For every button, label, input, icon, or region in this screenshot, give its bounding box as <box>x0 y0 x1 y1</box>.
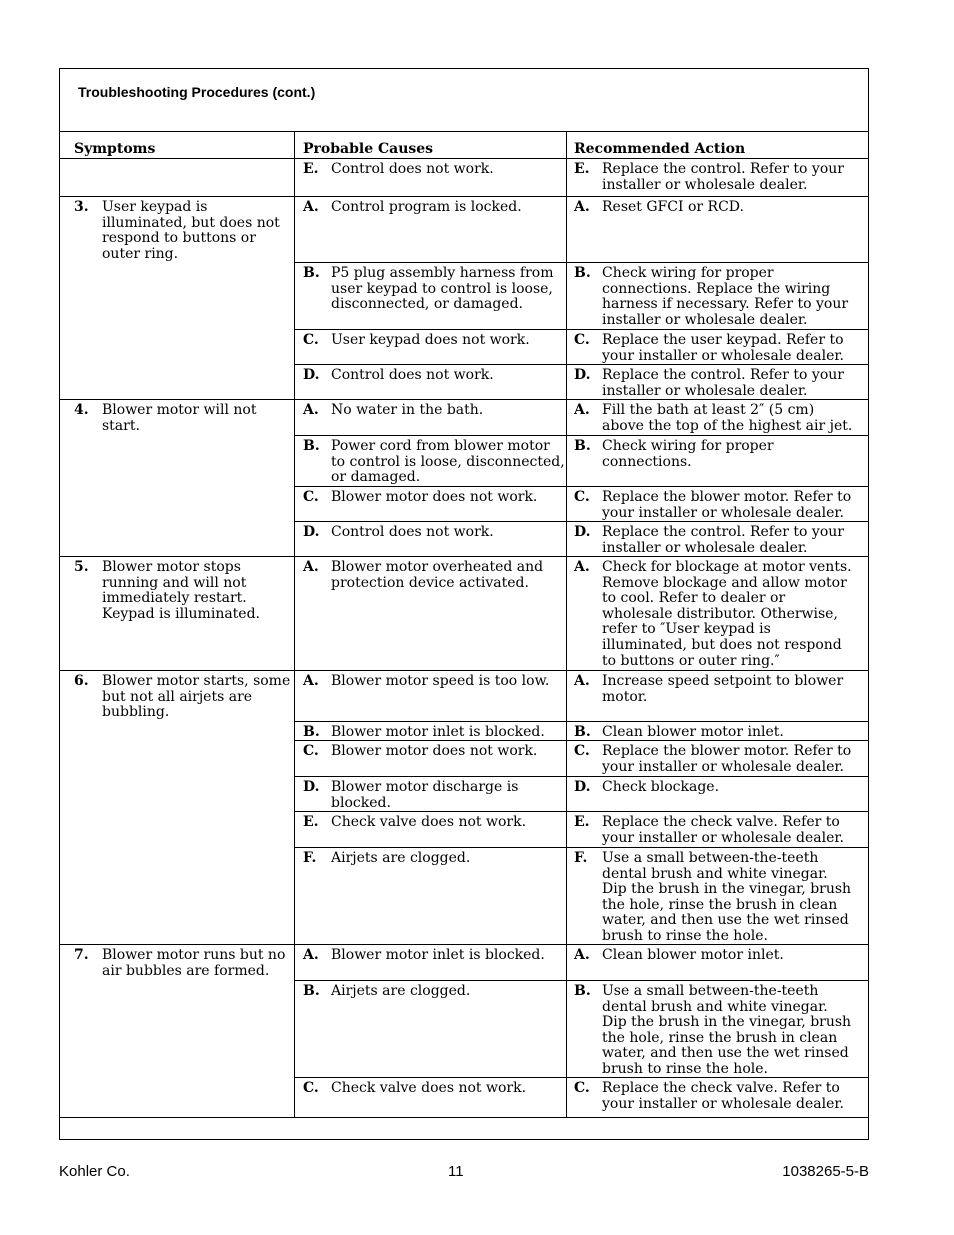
row-rule <box>294 721 869 722</box>
header-rule <box>59 158 869 159</box>
action-text-line: Fill the bath at least 2″ (5 cm) <box>602 402 815 418</box>
symptom-text-line: Blower motor runs but no <box>102 947 286 963</box>
cause-text-line: Control does not work. <box>331 367 494 383</box>
action-label: C. <box>574 743 590 759</box>
action-label: C. <box>574 489 590 505</box>
action-label: D. <box>574 524 591 540</box>
cause-text <box>331 403 483 419</box>
action-text-line: installer or wholesale dealer. <box>602 311 808 328</box>
action-text-line: Clean blower motor inlet. <box>602 947 784 963</box>
action-text <box>602 744 851 775</box>
cause-text-line: No water in the bath. <box>331 402 484 418</box>
cause-text-line: User keypad does not work. <box>331 332 530 348</box>
action-label: C. <box>574 1080 590 1096</box>
action-text-line: your installer or wholesale dealer. <box>602 1095 844 1112</box>
cause-text <box>331 780 518 811</box>
cause-text <box>331 333 530 349</box>
action-label: A. <box>574 402 590 418</box>
action-text <box>602 780 719 796</box>
symptom-text-line: running and will not <box>102 574 247 591</box>
cause-text <box>331 368 494 384</box>
action-label: A. <box>574 947 590 963</box>
action-text-line: Clean blower motor inlet. <box>602 724 784 740</box>
cause-label: A. <box>303 947 319 963</box>
symptom-text-line: air bubbles are formed. <box>102 962 270 979</box>
cause-text <box>331 744 537 760</box>
cause-text <box>331 266 553 313</box>
action-label: C. <box>574 332 590 348</box>
symptom-number: 5. <box>74 559 89 575</box>
cause-text-line: Blower motor overheated and <box>331 559 544 575</box>
action-text-line: Use a small between-the-teeth <box>602 983 819 999</box>
symptom-text-line: Blower motor starts, some <box>102 673 291 689</box>
cause-text <box>331 815 526 831</box>
cause-label: B. <box>303 983 320 999</box>
action-text-line: installer or wholesale dealer. <box>602 176 808 193</box>
cause-text-line: Power cord from blower motor <box>331 438 550 454</box>
cause-label: B. <box>303 265 320 281</box>
action-label: A. <box>574 673 590 689</box>
cause-text-line: Airjets are clogged. <box>331 983 471 999</box>
action-text-line: Replace the control. Refer to your <box>602 161 844 177</box>
action-text-line: the hole, rinse the brush in clean <box>602 1029 838 1046</box>
symptom-number: 6. <box>74 673 89 689</box>
table-top-rule <box>59 131 869 132</box>
action-text-line: water, and then use the wet rinsed <box>602 1045 849 1062</box>
cause-text-line: Control does not work. <box>331 161 494 177</box>
action-label: E. <box>574 814 590 830</box>
section-heading: Troubleshooting Procedures (cont.) <box>78 84 316 100</box>
cause-text-line: Check valve does not work. <box>331 1080 527 1096</box>
action-text-line: connections. Replace the wiring <box>602 280 831 297</box>
symptom-text <box>102 560 260 622</box>
action-text <box>602 368 844 399</box>
action-text-line: Replace the user keypad. Refer to <box>602 332 844 348</box>
action-text-line: your installer or wholesale dealer. <box>602 504 844 521</box>
action-text-line: Dip the brush in the vinegar, brush <box>602 881 852 898</box>
cause-label: D. <box>303 779 320 795</box>
action-text <box>602 1081 844 1112</box>
symptom-text-line: start. <box>102 417 140 434</box>
action-label: A. <box>574 199 590 215</box>
cause-text <box>331 439 565 486</box>
action-text <box>602 674 843 705</box>
cause-label: C. <box>303 743 319 759</box>
column-header-actions: Recommended Action <box>574 141 746 157</box>
action-text-line: Replace the blower motor. Refer to <box>602 743 852 759</box>
cause-label: B. <box>303 724 320 740</box>
action-text <box>602 525 844 556</box>
action-label: B. <box>574 983 591 999</box>
symptom-text-line: illuminated, but does not <box>102 214 280 231</box>
symptom-text-line: but not all airjets are <box>102 688 253 705</box>
cause-text-line: or damaged. <box>331 469 421 486</box>
cause-text-line: Airjets are clogged. <box>331 850 471 866</box>
cause-label: C. <box>303 489 319 505</box>
cause-text <box>331 1081 526 1097</box>
action-text-line: Reset GFCI or RCD. <box>602 199 744 215</box>
cause-label: B. <box>303 438 320 454</box>
action-text-line: connections. <box>602 453 692 470</box>
action-text <box>602 266 848 328</box>
cause-text-line: Blower motor discharge is <box>331 779 519 795</box>
column-header-causes: Probable Causes <box>303 141 434 157</box>
action-label: B. <box>574 724 591 740</box>
cause-text-line: Blower motor does not work. <box>331 489 538 505</box>
action-text-line: Check wiring for proper <box>602 265 774 281</box>
symptom-text-line: bubbling. <box>102 704 170 721</box>
row-rule <box>59 196 869 197</box>
action-text-line: Check for blockage at motor vents. <box>602 559 852 575</box>
cause-text <box>331 674 549 690</box>
action-text-line: the hole, rinse the brush in clean <box>602 896 838 913</box>
action-text <box>602 815 844 846</box>
cause-text-line: Blower motor inlet is blocked. <box>331 947 545 963</box>
symptom-text <box>102 200 280 262</box>
action-text-line: your installer or wholesale dealer. <box>602 347 844 364</box>
symptom-text <box>102 403 256 434</box>
action-text <box>602 725 784 741</box>
cause-label: E. <box>303 814 319 830</box>
cause-text-line: user keypad to control is loose, <box>331 280 553 297</box>
action-text-line: Replace the blower motor. Refer to <box>602 489 852 505</box>
action-label: F. <box>574 850 588 866</box>
action-text <box>602 948 784 964</box>
action-text-line: your installer or wholesale dealer. <box>602 829 844 846</box>
cause-text-line: Control program is locked. <box>331 199 522 215</box>
cause-text-line: disconnected, or damaged. <box>331 296 523 313</box>
action-text-line: Replace the check valve. Refer to <box>602 1080 840 1096</box>
symptom-number: 3. <box>74 199 89 215</box>
action-text-line: brush to rinse the hole. <box>602 1060 768 1077</box>
cause-text-line: Control does not work. <box>331 524 494 540</box>
action-text-line: water, and then use the wet rinsed <box>602 912 849 929</box>
cause-text-line: Blower motor inlet is blocked. <box>331 724 545 740</box>
cause-label: C. <box>303 1080 319 1096</box>
action-label: B. <box>574 265 591 281</box>
symptom-text-line: respond to buttons or <box>102 230 256 247</box>
cause-text-line: Check valve does not work. <box>331 814 527 830</box>
row-rule <box>294 262 869 263</box>
action-text-line: dental brush and white vinegar. <box>602 998 828 1015</box>
action-text-line: illuminated, but does not respond <box>602 636 842 653</box>
action-text-line: Remove blockage and allow motor <box>602 574 847 591</box>
cause-label: A. <box>303 559 319 575</box>
action-text-line: wholesale distributor. Otherwise, <box>602 605 838 622</box>
cause-text-line: P5 plug assembly harness from <box>331 265 554 281</box>
cause-label: E. <box>303 161 319 177</box>
row-rule <box>294 847 869 848</box>
action-text <box>602 851 851 945</box>
symptom-text <box>102 948 285 979</box>
action-label: D. <box>574 779 591 795</box>
cause-text-line: to control is loose, disconnected, <box>331 453 565 470</box>
cause-label: D. <box>303 367 320 383</box>
cause-label: A. <box>303 673 319 689</box>
action-text-line: Use a small between-the-teeth <box>602 850 819 866</box>
action-text <box>602 162 844 193</box>
action-text-line: Replace the check valve. Refer to <box>602 814 840 830</box>
cause-text-line: blocked. <box>331 794 391 811</box>
action-text <box>602 200 744 216</box>
row-rule <box>59 670 869 671</box>
symptom-text-line: Blower motor stops <box>102 559 241 575</box>
table-bottom-rule <box>59 1117 869 1118</box>
action-text-line: Replace the control. Refer to your <box>602 367 844 383</box>
action-text-line: Replace the control. Refer to your <box>602 524 844 540</box>
footer-doc-number: 1038265-5-B <box>782 1163 869 1180</box>
symptom-text <box>102 674 290 721</box>
symptom-number: 7. <box>74 947 89 963</box>
action-text <box>602 439 774 470</box>
symptom-text-line: immediately restart. <box>102 590 247 607</box>
cause-text-line: protection device activated. <box>331 574 529 591</box>
cause-label: A. <box>303 199 319 215</box>
action-label: B. <box>574 438 591 454</box>
row-rule <box>294 329 869 330</box>
action-label: A. <box>574 559 590 575</box>
cause-label: C. <box>303 332 319 348</box>
row-rule <box>294 980 869 981</box>
symptom-text-line: User keypad is <box>102 199 208 215</box>
action-text-line: Check wiring for proper <box>602 438 774 454</box>
action-text-line: Check blockage. <box>602 779 720 795</box>
action-text <box>602 560 852 669</box>
cause-label: D. <box>303 524 320 540</box>
action-text-line: installer or wholesale dealer. <box>602 539 808 556</box>
cause-label: A. <box>303 402 319 418</box>
action-label: E. <box>574 161 590 177</box>
footer-company: Kohler Co. <box>59 1163 130 1180</box>
symptom-text-line: Keypad is illuminated. <box>102 605 260 622</box>
column-divider <box>294 131 295 1117</box>
cause-text <box>331 200 522 216</box>
cause-text-line: Blower motor does not work. <box>331 743 538 759</box>
cause-text <box>331 851 470 867</box>
action-text-line: Dip the brush in the vinegar, brush <box>602 1014 852 1031</box>
cause-text <box>331 984 470 1000</box>
action-text-line: to cool. Refer to dealer or <box>602 590 786 607</box>
action-text-line: your installer or wholesale dealer. <box>602 758 844 775</box>
footer-page-number: 11 <box>448 1163 464 1180</box>
cause-text-line: Blower motor speed is too low. <box>331 673 550 689</box>
action-text-line: to buttons or outer ring.″ <box>602 652 780 669</box>
row-rule <box>294 776 869 777</box>
column-divider <box>566 131 567 1117</box>
action-text-line: motor. <box>602 688 648 705</box>
column-header-symptoms: Symptoms <box>74 141 156 157</box>
cause-text <box>331 525 494 541</box>
cause-text <box>331 948 545 964</box>
action-text <box>602 490 851 521</box>
action-text-line: brush to rinse the hole. <box>602 927 768 944</box>
action-text-line: refer to ″User keypad is <box>602 621 771 638</box>
action-text-line: installer or wholesale dealer. <box>602 382 808 399</box>
action-text <box>602 333 844 364</box>
action-text-line: Increase speed setpoint to blower <box>602 673 844 689</box>
action-text-line: harness if necessary. Refer to your <box>602 296 849 313</box>
row-rule <box>294 486 869 487</box>
action-text-line: above the top of the highest air jet. <box>602 417 853 434</box>
cause-text <box>331 490 537 506</box>
cause-text <box>331 560 543 591</box>
cause-text <box>331 162 494 178</box>
symptom-text-line: Blower motor will not <box>102 402 257 418</box>
cause-label: F. <box>303 850 317 866</box>
action-text <box>602 984 851 1078</box>
symptom-text-line: outer ring. <box>102 245 179 262</box>
action-text <box>602 403 852 434</box>
action-label: D. <box>574 367 591 383</box>
row-rule <box>294 435 869 436</box>
cause-text <box>331 725 545 741</box>
action-text-line: dental brush and white vinegar. <box>602 865 828 882</box>
symptom-number: 4. <box>74 402 89 418</box>
